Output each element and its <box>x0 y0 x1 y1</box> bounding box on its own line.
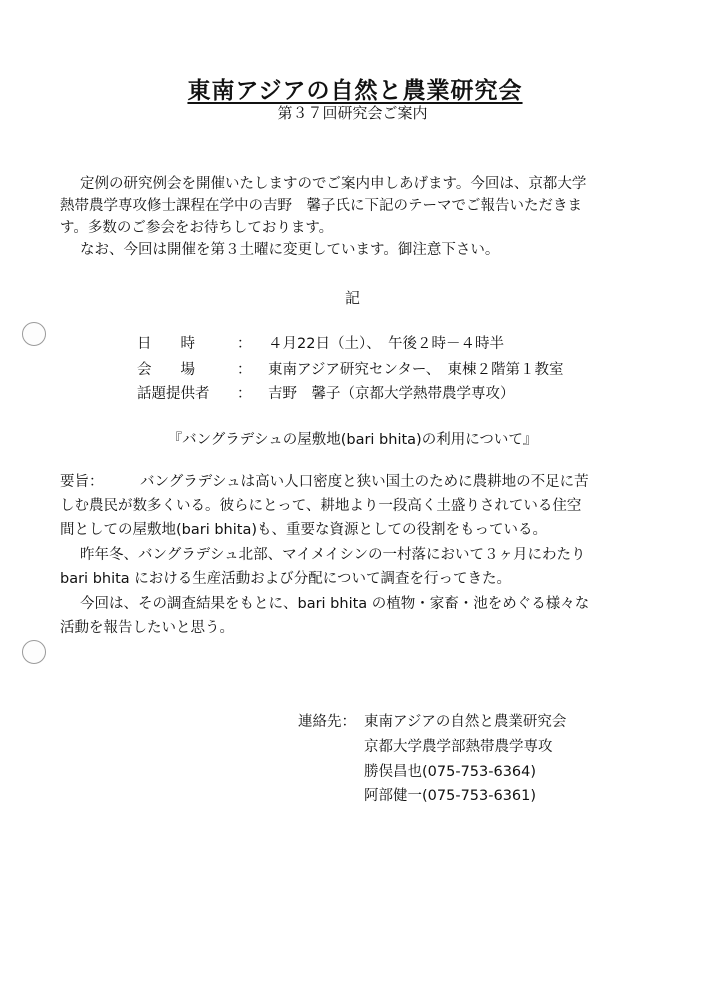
detail-speaker-value: 吉野 馨子（京都大学熱帯農学専攻） <box>268 386 515 402</box>
summary-line-4: 昨年冬、バングラデシュ北部、マイメイシンの一村落において３ヶ月にわたり <box>80 547 586 563</box>
intro-line-4: なお、今回は開催を第３土曜に変更しています。御注意下さい。 <box>80 242 500 258</box>
summary-line-5: bari bhita における生産活動および分配について調査を行ってきた。 <box>60 571 511 587</box>
detail-date-colon: ： <box>237 336 252 352</box>
summary-line-2: しむ農民が数多くいる。彼らにとって、耕地より一段高く土盛りされている住空 <box>60 498 582 514</box>
contact-person-2: 阿部健一(075-753-6361) <box>364 788 537 804</box>
ki-heading: 記 <box>344 289 360 307</box>
document-title: 東南アジアの自然と農業研究会 <box>187 78 523 104</box>
detail-speaker-colon: ： <box>237 386 252 402</box>
contact-org: 東南アジアの自然と農業研究会 <box>364 714 567 730</box>
detail-speaker-label: 話題提供者 <box>137 386 210 402</box>
summary-line-6: 今回は、その調査結果をもとに、bari bhita の植物・家畜・池をめぐる様々な <box>80 596 590 612</box>
talk-topic: 『バングラデシュの屋敷地(bari bhita)の利用について』 <box>167 432 538 448</box>
contact-label: 連絡先： <box>298 714 356 730</box>
summary-line-7: 活動を報告したいと思う。 <box>60 620 234 636</box>
contact-person-1: 勝俣昌也(075-753-6364) <box>364 764 537 780</box>
intro-line-2: 熱帯農学専攻修士課程在学中の吉野 馨子氏に下記のテーマでご報告いただきま <box>60 198 582 214</box>
summary-line-1: バングラデシュは高い人口密度と狭い国土のために農耕地の不足に苦 <box>140 474 589 490</box>
detail-venue-value: 東南アジア研究センター、 東棟２階第１教室 <box>268 362 564 378</box>
summary-line-3: 間としての屋敷地(bari bhita)も、重要な資源としての役割をもっている。 <box>60 522 547 538</box>
intro-line-1: 定例の研究例会を開催いたしますのでご案内申しあげます。今回は、京都大学 <box>80 176 587 192</box>
punch-hole-top <box>22 322 46 346</box>
detail-date-label: 日 時 <box>137 336 195 352</box>
punch-hole-bottom <box>22 640 46 664</box>
document-subtitle: 第３７回研究会ご案内 <box>277 104 428 122</box>
intro-line-3: す。多数のご参会をお待ちしております。 <box>60 220 334 236</box>
detail-venue-colon: ： <box>237 362 252 378</box>
contact-dept: 京都大学農学部熱帯農学専攻 <box>364 739 553 755</box>
summary-label: 要旨： <box>60 474 104 490</box>
detail-venue-label: 会 場 <box>137 362 195 378</box>
detail-date-value: ４月22日（土）、 午後２時－４時半 <box>268 336 504 352</box>
